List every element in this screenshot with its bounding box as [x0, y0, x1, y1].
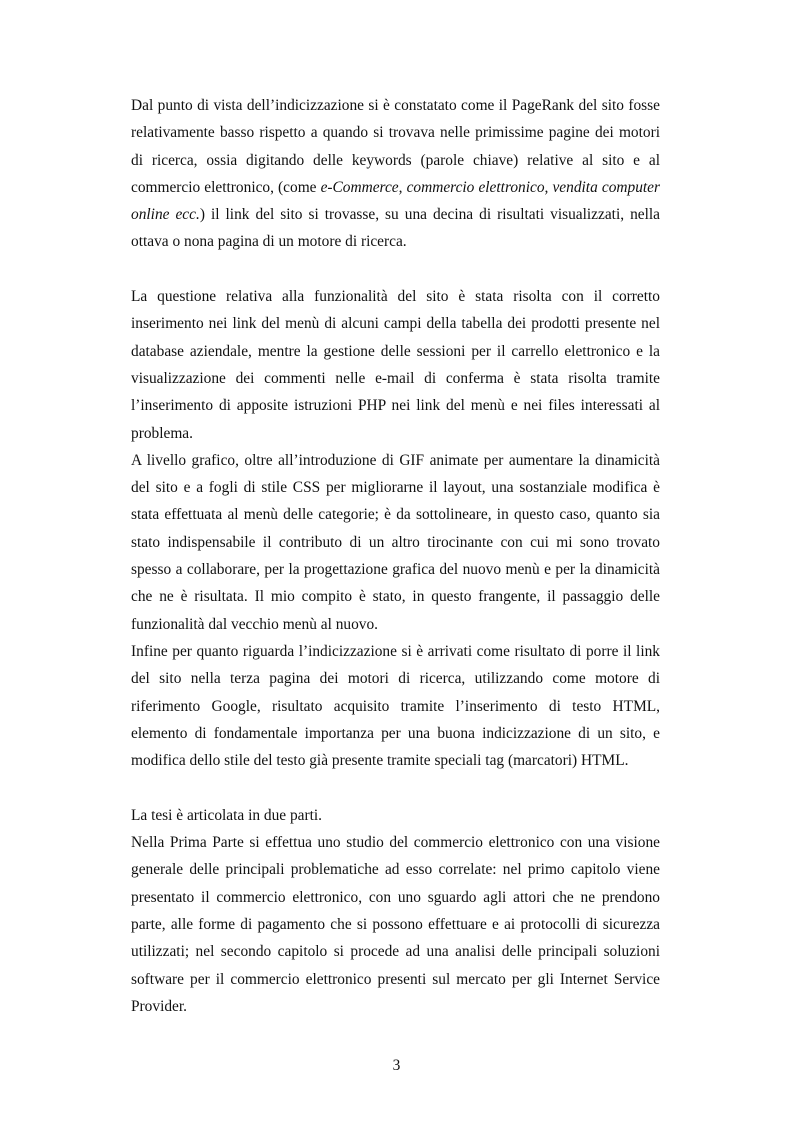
paragraph-1-text-a: Dal punto di vista dell’indicizzazione si è constatato come il PageRank del sito fosse relativamente basso rispetto a quando si trovava nelle primissime pagine dei motori di ricerca, ossia digitando delle keywords (parole chiave) relative al sito e al commercio elettronico, (come	[131, 97, 660, 196]
body-text	[131, 92, 660, 1020]
paragraph-indexing-result: Infine per quanto riguarda l’indicizzazione si è arrivati come risultato di porre il link del sito nella terza pagina dei motori di ricerca, utilizzando come motore di riferimento Google, risultato acquisito tramite l’inserimento di testo HTML, elemento di fondamentale importanza per una buona indicizzazione di un sito, e modifica dello stile del testo già presente tramite speciali tag (marcatori) HTML.	[131, 642, 660, 770]
paragraph-1-italic-keywords: e-Commerce, commercio elettronico, vendita computer online ecc.	[131, 178, 660, 224]
paragraph-1-text-b: ) il link del sito si trovasse, su una decina di risultati visualizzati, nella ottava o nona pagina di un motore di ricerca.	[131, 206, 660, 251]
paragraph-thesis-structure: La tesi è articolata in due parti.	[131, 806, 323, 824]
paragraph-indexing-intro	[131, 92, 660, 256]
paragraph-first-part: Nella Prima Parte si effettua uno studio del commercio elettronico con una visione generale delle principali problematiche ad esso correlate: nel primo capitolo viene presentato il commercio elettronico, con uno sguardo agli attori che ne prendono parte, alle forme di pagamento che si possono effettuare e ai protocolli di sicurezza utilizzati; nel secondo capitolo si procede ad una analisi delle principali soluzioni software per il commercio elettronico presenti sul mercato per gli Internet Service Provider.	[131, 834, 660, 1015]
paragraph-gap	[131, 774, 660, 801]
paragraph-graphics: A livello grafico, oltre all’introduzione di GIF animate per aumentare la dinamicità del sito e a fogli di stile CSS per migliorarne il layout, una sostanziale modifica è stata effettuata al menù delle categorie; è da sottolineare, in questo caso, quanto sia stato indispensabile il contributo di un altro tirocinante con cui mi sono trovato spesso a collaborare, per la progettazione grafica del nuovo menù e per la dinamicità che ne è risultata. Il mio compito è stato, in questo frangente, il passaggio delle funzionalità dal vecchio menù al nuovo.	[131, 451, 660, 633]
paragraph-functionality: La questione relativa alla funzionalità del sito è stata risolta con il corretto inserimento nei link del menù di alcuni campi della tabella dei prodotti presente nel database aziendale, mentre la gestione delle sessioni per il carrello elettronico e la visualizzazione dei commenti nelle e-mail di conferma è stata risolta tramite l’inserimento di apposite istruzioni PHP nei link del menù e nei files interessati al problema.	[131, 288, 660, 442]
paragraph-gap	[131, 256, 660, 283]
page-number: 3	[392, 1057, 401, 1074]
